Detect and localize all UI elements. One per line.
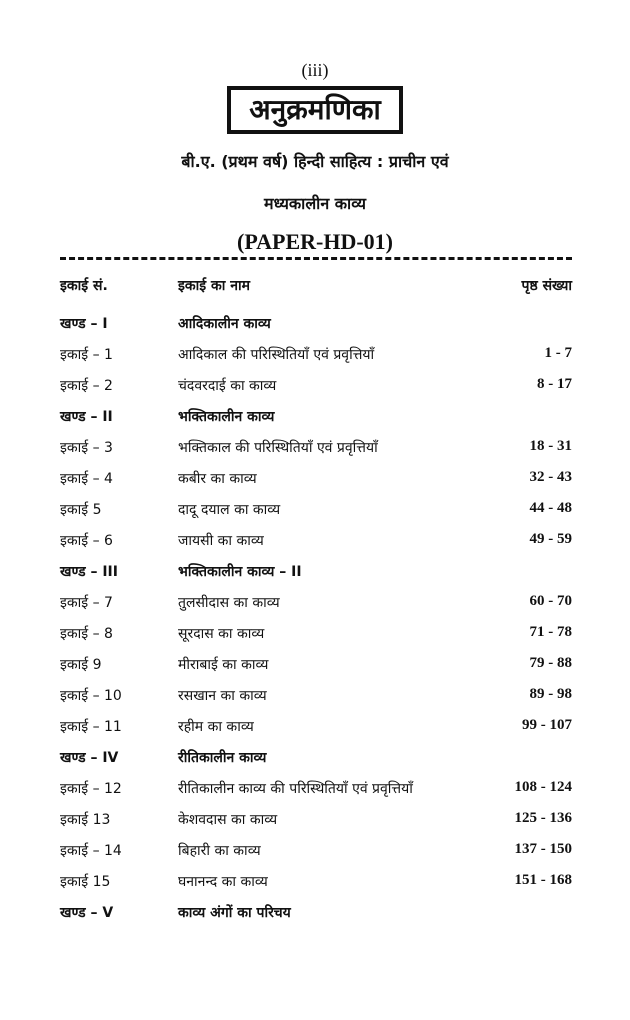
toc-page-range: 44 - 48 <box>529 500 572 516</box>
toc-unit-number: इकाई – 6 <box>60 533 113 549</box>
toc-unit-number: इकाई – 2 <box>60 378 113 394</box>
toc-unit-number: खण्ड – V <box>60 905 114 921</box>
toc-unit-number: खण्ड – II <box>60 409 113 425</box>
toc-unit-row <box>60 866 572 897</box>
toc-unit-number: इकाई – 14 <box>60 843 122 859</box>
toc-unit-number: इकाई – 7 <box>60 595 113 611</box>
toc-header <box>60 276 572 296</box>
toc-unit-number: खण्ड – I <box>60 316 108 332</box>
toc-section-row <box>60 742 572 773</box>
toc-unit-name: रसखान का काव्य <box>178 688 267 704</box>
page-title: अनुक्रमणिका <box>227 86 403 134</box>
toc-unit-number: इकाई – 4 <box>60 471 113 487</box>
subtitle-topic: मध्यकालीन काव्य <box>264 194 366 213</box>
toc-page-range: 1 - 7 <box>544 345 572 361</box>
toc-page-range: 8 - 17 <box>537 376 572 392</box>
toc-unit-name: आदिकालीन काव्य <box>178 316 271 332</box>
toc-unit-name: काव्य अंगों का परिचय <box>178 905 291 921</box>
toc-unit-name: सूरदास का काव्य <box>178 626 265 642</box>
dashed-divider <box>60 257 572 260</box>
toc-page-range: 151 - 168 <box>514 872 572 888</box>
toc-unit-name: मीराबाई का काव्य <box>178 657 269 673</box>
toc-unit-number: इकाई 5 <box>60 502 102 518</box>
toc-section-row <box>60 401 572 432</box>
toc-unit-name: तुलसीदास का काव्य <box>178 595 280 611</box>
toc-unit-name: बिहारी का काव्य <box>178 843 261 859</box>
toc-unit-row <box>60 339 572 370</box>
toc-unit-name: केशवदास का काव्य <box>178 812 278 828</box>
toc-section-row <box>60 897 572 928</box>
toc-page-range: 99 - 107 <box>522 717 572 733</box>
toc-section-row <box>60 308 572 339</box>
toc-unit-row <box>60 525 572 556</box>
toc-unit-number: इकाई – 10 <box>60 688 122 704</box>
toc-unit-name: घनानन्द का काव्य <box>178 874 268 890</box>
toc-unit-name: भक्तिकाल की परिस्थितियाँ एवं प्रवृत्तियाँ <box>178 440 378 456</box>
toc-page-range: 49 - 59 <box>529 531 572 547</box>
toc-unit-name: चंदवरदाई का काव्य <box>178 378 277 394</box>
toc-page-range: 108 - 124 <box>514 779 572 795</box>
toc-unit-row <box>60 773 572 804</box>
table-of-contents <box>60 308 572 928</box>
toc-unit-name: रहीम का काव्य <box>178 719 254 735</box>
toc-unit-name: जायसी का काव्य <box>178 533 264 549</box>
toc-unit-row <box>60 587 572 618</box>
header-unit-name: इकाई का नाम <box>178 278 251 294</box>
toc-page-range: 137 - 150 <box>514 841 572 857</box>
toc-unit-row <box>60 618 572 649</box>
toc-page-range: 125 - 136 <box>514 810 572 826</box>
toc-unit-number: खण्ड – IV <box>60 750 119 766</box>
toc-unit-number: इकाई – 11 <box>60 719 122 735</box>
subtitle-course: बी.ए. (प्रथम वर्ष) हिन्दी साहित्य : प्राचीन एवं <box>181 152 449 171</box>
toc-page-range: 18 - 31 <box>529 438 572 454</box>
toc-page-range: 89 - 98 <box>529 686 572 702</box>
toc-page-range: 71 - 78 <box>529 624 572 640</box>
toc-unit-row <box>60 370 572 401</box>
toc-unit-row <box>60 711 572 742</box>
toc-unit-row <box>60 804 572 835</box>
toc-unit-number: खण्ड – III <box>60 564 118 580</box>
toc-page-range: 60 - 70 <box>529 593 572 609</box>
toc-unit-row <box>60 494 572 525</box>
toc-section-row <box>60 556 572 587</box>
toc-page-range: 79 - 88 <box>529 655 572 671</box>
toc-unit-name: आदिकाल की परिस्थितियाँ एवं प्रवृत्तियाँ <box>178 347 375 363</box>
toc-unit-number: इकाई – 1 <box>60 347 113 363</box>
toc-unit-name: दादू दयाल का काव्य <box>178 502 281 518</box>
header-page-no: पृष्ठ संख्या <box>521 278 572 294</box>
toc-unit-number: इकाई 13 <box>60 812 111 828</box>
toc-unit-name: कबीर का काव्य <box>178 471 257 487</box>
toc-unit-row <box>60 463 572 494</box>
toc-unit-number: इकाई – 12 <box>60 781 122 797</box>
toc-unit-number: इकाई – 8 <box>60 626 113 642</box>
toc-unit-name: भक्तिकालीन काव्य <box>178 409 275 425</box>
toc-page-range: 32 - 43 <box>529 469 572 485</box>
toc-unit-name: भक्तिकालीन काव्य – II <box>178 564 302 580</box>
toc-unit-row <box>60 432 572 463</box>
toc-unit-row <box>60 680 572 711</box>
page-number: (iii) <box>301 60 329 80</box>
toc-unit-row <box>60 835 572 866</box>
header-unit-no: इकाई सं. <box>60 278 108 294</box>
toc-unit-number: इकाई – 3 <box>60 440 113 456</box>
toc-unit-name: रीतिकालीन काव्य की परिस्थितियाँ एवं प्रवृत्तियाँ <box>178 781 413 797</box>
toc-unit-number: इकाई 9 <box>60 657 102 673</box>
toc-unit-name: रीतिकालीन काव्य <box>178 750 267 766</box>
toc-unit-number: इकाई 15 <box>60 874 111 890</box>
toc-unit-row <box>60 649 572 680</box>
paper-code: (PAPER-HD-01) <box>237 229 393 254</box>
